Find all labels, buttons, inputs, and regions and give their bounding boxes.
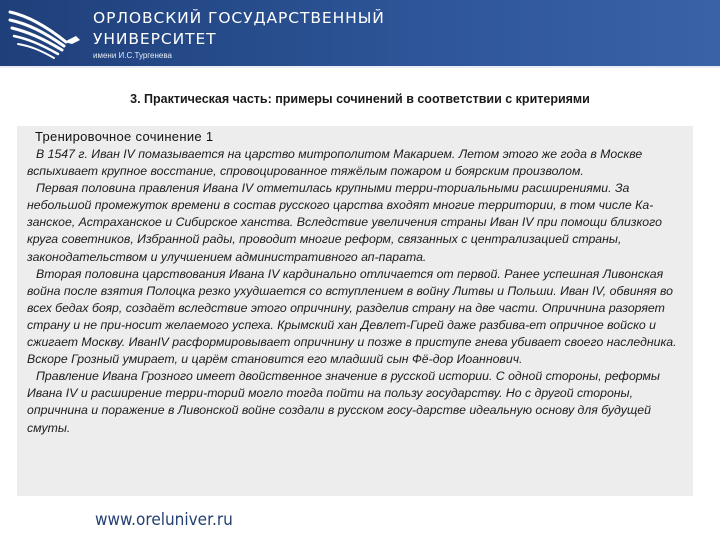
essay-paragraph: Вторая половина царствования Ивана IV кардинально отличается от первой. Ранее успешная Ливонская война после взятия Полоцка резко ухудшается со вступлением в войну Литвы и Польши. Иван IV, обвиняя во всех бедах бояр, создаёт вследствие этого опричнину, разделив страну на две части. Опричнина разоряет страну и не при-носит желаемого успеха. Крымский хан Девлет-Гирей даже разбива-ет опричное войско и сжигает Москву. ИванIV расформировывает опричнину и позже в приступе гнева убивает своего наследника. Вскоре Грозный умирает, и царём становится его младший сын Фё-дор Иоаннович.: [27, 266, 677, 367]
slide-title: 3. Практическая часть: примеры сочинений в соответствии с критериями: [130, 92, 590, 106]
essay-paragraph: Первая половина правления Ивана IV отметилась крупными терри-ториальными расширениями. За небольшой промежуток времени в состав русского царства входят многие территории, в том числе Ка-занское, Астраханское и Сибирское ханства. Вследствие увеличения страны Иван IV при помощи близкого круга советников, Избранной рады, проводит многие реформ, связанных с централизацией страны, законодательством и улучшением административного ап-парата.: [27, 181, 662, 264]
footer-website-link[interactable]: www.oreluniver.ru: [95, 510, 233, 530]
essay-paragraph: Правление Ивана Грозного имеет двойственное значение в русской истории. С одной стороны, реформы Ивана IV и расширение терри-торий могло тогда пойти на пользу государству. Но с другой стороны, опричнина и поражение в Ливонской войне создали в русском госу-дарстве идеальную основу для будущей смуты.: [27, 369, 660, 435]
university-name-line1: ОРЛОВСКИЙ ГОСУДАРСТВЕННЫЙ: [93, 9, 385, 27]
eagle-wing-logo-icon: [6, 2, 86, 64]
university-subtitle: имени И.С.Тургенева: [93, 51, 172, 60]
essay-body: [27, 146, 693, 437]
university-name: [93, 8, 385, 50]
essay-title: Тренировочное сочинение 1: [35, 129, 214, 144]
university-name-line2: УНИВЕРСИТЕТ: [93, 30, 217, 48]
essay-paragraph: В 1547 г. Иван IV помазывается на царство митрополитом Макарием. Летом этого же года в Москве вспыхивает крупное восстание, спровоцированное тяжёлым пожаром и боярским произволом.: [27, 147, 643, 179]
header-band: [0, 0, 720, 68]
